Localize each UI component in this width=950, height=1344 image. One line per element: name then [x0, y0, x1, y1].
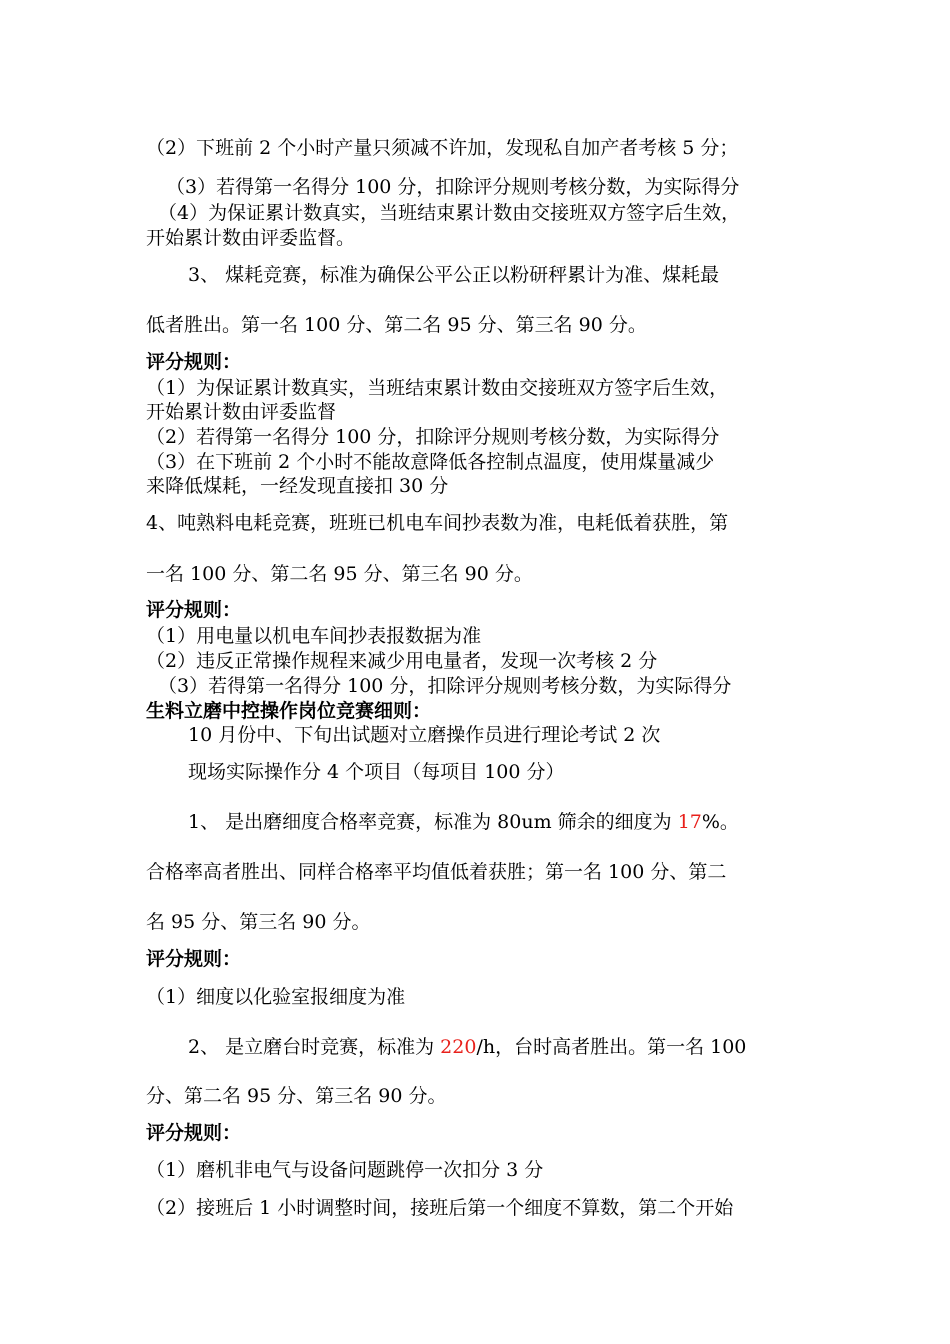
text-line: 名 95 分、第三名 90 分。	[146, 911, 371, 933]
item-text: /h，台时高者胜出。第一名 100	[476, 1036, 747, 1058]
item-text: %。	[701, 811, 739, 833]
text-line: 低者胜出。第一名 100 分、第二名 95 分、第三名 90 分。	[146, 314, 647, 336]
text-line: （1）为保证累计数真实，当班结束累计数由交接班双方签字后生效，	[146, 377, 729, 399]
text-line: 开始累计数由评委监督。	[146, 227, 356, 249]
text-line: （3）在下班前 2 个小时不能故意降低各控制点温度，使用煤量减少	[146, 451, 715, 473]
text-line: （3）若得第一名得分 100 分，扣除评分规则考核分数，为实际得分	[158, 675, 732, 697]
text-line: （1）细度以化验室报细度为准	[146, 986, 406, 1008]
highlighted-value: 220	[440, 1036, 477, 1058]
text-line: 开始累计数由评委监督	[146, 401, 337, 423]
text-line: （2）下班前 2 个小时产量只须减不许加，发现私自加产者考核 5 分；	[146, 137, 739, 159]
text-line: （2）若得第一名得分 100 分，扣除评分规则考核分数，为实际得分	[146, 426, 720, 448]
text-line: 一名 100 分、第二名 95 分、第三名 90 分。	[146, 563, 533, 585]
item-text: 2、 是立磨台时竞赛，标准为	[188, 1036, 441, 1058]
text-line: 10 月份中、下旬出试题对立磨操作员进行理论考试 2 次	[188, 724, 661, 746]
text-line: （1）磨机非电气与设备问题跳停一次扣分 3 分	[146, 1159, 544, 1181]
section-heading: 4、吨熟料电耗竞赛，班班已机电车间抄表数为准，电耗低着获胜，第	[146, 512, 729, 534]
section-heading	[188, 1035, 746, 1059]
text-line: 现场实际操作分 4 个项目（每项目 100 分）	[188, 761, 565, 783]
highlighted-value: 17	[677, 811, 702, 833]
section-heading: 3、 煤耗竞赛，标准为确保公平公正以粉研秤累计为准、煤耗最	[188, 264, 720, 286]
section-title: 生料立磨中控操作岗位竞赛细则：	[146, 700, 432, 722]
text-line: （3）若得第一名得分 100 分，扣除评分规则考核分数，为实际得分	[166, 176, 740, 198]
text-line: （4）为保证累计数真实，当班结束累计数由交接班双方签字后生效，	[158, 202, 741, 224]
text-line: （2）接班后 1 小时调整时间，接班后第一个细度不算数，第二个开始	[146, 1197, 734, 1219]
text-line: 合格率高者胜出、同样合格率平均值低着获胜；第一名 100 分、第二	[146, 861, 727, 883]
rules-heading: 评分规则：	[146, 1122, 242, 1144]
text-line: （1）用电量以机电车间抄表报数据为准	[146, 625, 482, 647]
item-text: 1、 是出磨细度合格率竞赛，标准为 80um 筛余的细度为	[188, 811, 678, 833]
rules-heading: 评分规则：	[146, 948, 242, 970]
section-heading	[188, 810, 739, 834]
rules-heading: 评分规则：	[146, 351, 242, 373]
text-line: （2）违反正常操作规程来减少用电量者，发现一次考核 2 分	[146, 650, 658, 672]
text-line: 来降低煤耗，一经发现直接扣 30 分	[146, 475, 449, 497]
rules-heading: 评分规则：	[146, 599, 242, 621]
text-line: 分、第二名 95 分、第三名 90 分。	[146, 1085, 447, 1107]
